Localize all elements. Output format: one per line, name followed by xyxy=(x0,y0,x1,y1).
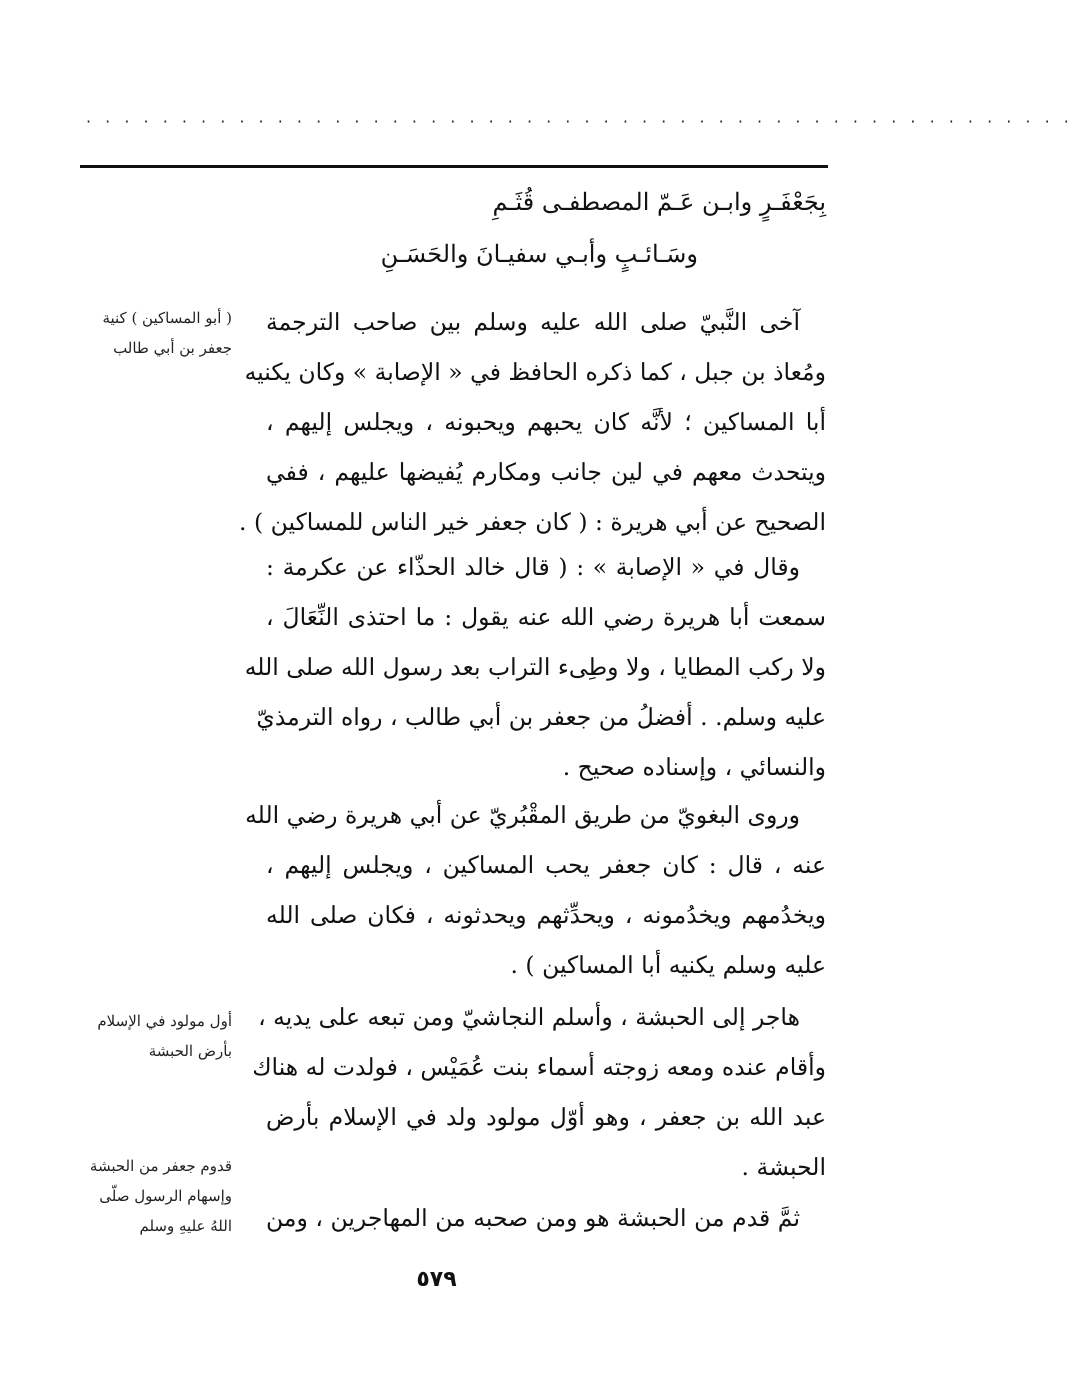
text-line: ويخدُمهم ويخدُمونه ، ويحدِّثهم ويحدثونه ، فكان صلى الله xyxy=(266,901,826,929)
verse-line-1: بِجَعْفَـرٍ وابـن عَـمّ المصطفـى قُثَـمِ xyxy=(492,188,826,216)
margin-note-1 xyxy=(80,303,232,363)
text-line: سمعت أبا هريرة رضي الله عنه يقول : ما احتذى النِّعَالَ ، xyxy=(266,603,826,631)
page-number: ٥٧٩ xyxy=(416,1267,457,1292)
header-dotted-line: · · · · · · · · · · · · · · · · · · · · · · · · · · · · · · · · · · · · · · · · · · · · · · · · · · · · xyxy=(86,112,1073,131)
text-line: أبا المساكين ؛ لأنَّه كان يحبهم ويحبونه ، ويجلس إليهم ، xyxy=(266,408,826,436)
margin-note-line: بأرض الحبشة xyxy=(148,1042,232,1060)
verse-line-2: وسَـائـبٍ وأبـي سفيـانَ والحَسَـنِ xyxy=(380,240,698,268)
margin-note-line: وإسهام الرسول صلّى xyxy=(99,1187,232,1205)
text-line: ثمَّ قدم من الحبشة هو ومن صحبه من المهاجرين ، ومن xyxy=(266,1204,800,1232)
margin-note-line: ( أبو المساكين ) كنية xyxy=(102,309,232,327)
text-line: وقال في « الإصابة » : ( قال خالد الحذّاء عن عكرمة : xyxy=(266,553,800,581)
header-rule xyxy=(80,165,828,168)
text-line: عليه وسلم. . أفضلُ من جعفر بن أبي طالب ، رواه الترمذيّ xyxy=(256,703,826,731)
margin-note-2 xyxy=(80,1006,232,1066)
text-line: ومُعاذ بن جبل ، كما ذكره الحافظ في « الإصابة » وكان يكنيه xyxy=(244,358,826,386)
text-line: الصحيح عن أبي هريرة : ( كان جعفر خير الناس للمساكين ) . xyxy=(239,508,826,536)
text-line: آخى النَّبيّ صلى الله عليه وسلم بين صاحب الترجمة xyxy=(266,308,800,336)
margin-note-line: اللهُ عليهِ وسلم xyxy=(139,1217,232,1235)
text-line: وروى البغويّ من طريق المقْبُريّ عن أبي هريرة رضي الله xyxy=(245,801,800,829)
text-line: وأقام عنده ومعه زوجته أسماء بنت عُمَيْس ، فولدت له هناك xyxy=(252,1053,826,1081)
text-line: هاجر إلى الحبشة ، وأسلم النجاشيّ ومن تبعه على يديه ، xyxy=(258,1003,800,1031)
text-line: عبد الله بن جعفر ، وهو أوّل مولود ولد في الإسلام بأرض xyxy=(266,1103,826,1131)
text-line: ولا ركب المطايا ، ولا وطِىء التراب بعد رسول الله صلى الله xyxy=(244,653,826,681)
text-line: الحبشة . xyxy=(741,1153,826,1181)
margin-note-line: قدوم جعفر من الحبشة xyxy=(89,1157,232,1175)
paragraph-1 xyxy=(239,297,826,547)
paragraph-3 xyxy=(245,790,826,990)
margin-note-3 xyxy=(80,1151,232,1241)
text-line: عليه وسلم يكنيه أبا المساكين ) . xyxy=(510,951,826,979)
paragraph-4 xyxy=(252,992,826,1192)
paragraph-5 xyxy=(266,1193,826,1243)
text-line: والنسائي ، وإسناده صحيح . xyxy=(562,753,826,781)
text-line: عنه ، قال : كان جعفر يحب المساكين ، ويجلس إليهم ، xyxy=(266,851,826,879)
paragraph-2 xyxy=(244,542,826,792)
text-line: ويتحدث معهم في لين جانب ومكارم يُفيضها عليهم ، ففي xyxy=(266,458,826,486)
margin-note-line: أول مولود في الإسلام xyxy=(97,1012,232,1030)
margin-note-line: جعفر بن أبي طالب xyxy=(113,339,232,357)
